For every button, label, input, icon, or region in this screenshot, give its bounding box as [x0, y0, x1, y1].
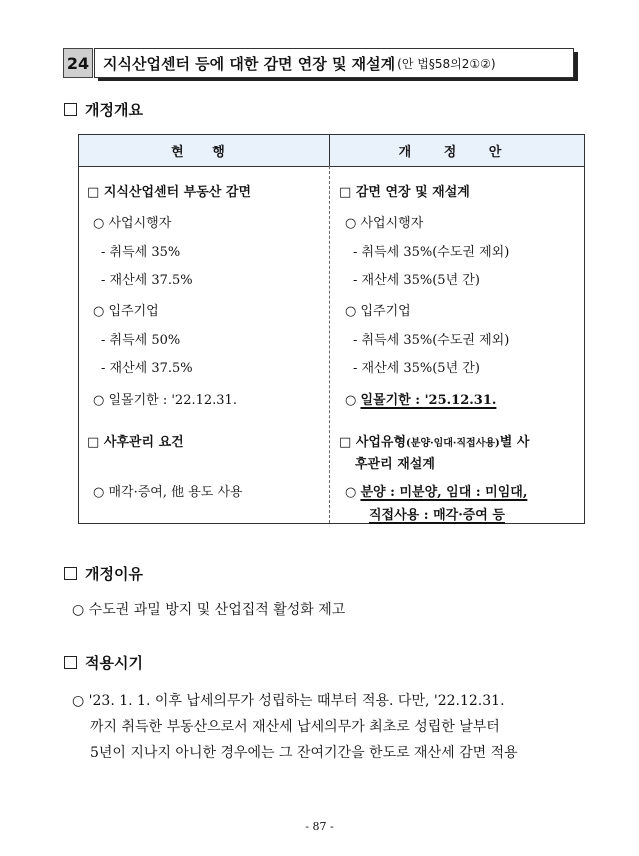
current-sunset-text: 일몰기한 : '22.12.31. [108, 393, 237, 408]
current-group1-title: 지식산업센터 부동산 감면 [103, 185, 252, 200]
revised-item1-a: - 취득세 35%(수도권 제외) [353, 245, 510, 260]
circle-bullet-icon: ○ [345, 304, 361, 319]
section-reason [64, 563, 143, 584]
title-shadow [574, 52, 578, 79]
revised-item2-b: - 재산세 35%(5년 간) [353, 361, 480, 376]
checkbox-square-icon [64, 103, 77, 116]
current-item1-a: - 취득세 35% [101, 245, 181, 260]
checkbox-square-icon [64, 567, 77, 580]
revised-group2-item-line2-text: 직접사용 : 매각·증여 등 [369, 508, 505, 523]
page-title [94, 48, 574, 78]
current-item1-label: 사업시행자 [108, 216, 172, 231]
section-overview-label: 개정개요 [85, 101, 143, 119]
current-group2-title: 사후관리 요건 [103, 435, 184, 450]
revised-group2-item-line1: 분양 : 미분양, 임대 : 미임대, [360, 485, 528, 500]
current-group2 [87, 431, 184, 450]
current-group1 [87, 181, 251, 200]
revised-group2-title-small: (분양·임대·직접사용) [406, 438, 500, 449]
column-header-current: 현 행 [79, 135, 330, 166]
circle-bullet-icon: ○ [345, 485, 361, 500]
effective-line3: 5년이 지나지 아니한 경우에는 그 잔여기간을 한도로 재산세 감면 적용 [90, 745, 518, 761]
effective-line1 [72, 690, 505, 710]
title-text: 지식산업센터 등에 대한 감면 연장 및 재설계 [103, 54, 396, 73]
revised-group2-title-a: 사업유형 [355, 435, 407, 450]
revised-group2 [339, 431, 529, 450]
item-number: 24 [63, 48, 93, 78]
comparison-table [78, 134, 585, 524]
current-group2-item [93, 481, 243, 500]
column-divider [329, 166, 330, 523]
column-header-revised: 개 정 안 [330, 135, 584, 166]
revised-item2-label: 입주기업 [360, 304, 411, 319]
circle-bullet-icon: ○ [93, 304, 109, 319]
revised-group1-title: 감면 연장 및 재설계 [355, 185, 470, 200]
current-item2-b: - 재산세 37.5% [101, 361, 193, 376]
circle-bullet-icon: ○ [72, 693, 89, 709]
revised-item2-a: - 취득세 35%(수도권 제외) [353, 333, 510, 348]
effective-line2: 까지 취득한 부동산으로서 재산세 납세의무가 최초로 성립한 날부터 [90, 719, 500, 735]
circle-bullet-icon: ○ [345, 393, 361, 408]
revised-group2-title-c: 후관리 재설계 [355, 457, 435, 472]
revised-sunset [345, 389, 496, 408]
revised-item1-b: - 재산세 35%(5년 간) [353, 273, 480, 288]
revised-group2-item-line2 [369, 504, 505, 523]
square-bullet-icon: □ [87, 185, 104, 200]
title-shadow-bottom [98, 78, 578, 81]
section-effective [64, 652, 143, 673]
circle-bullet-icon: ○ [345, 216, 361, 231]
revised-item1-label: 사업시행자 [360, 216, 424, 231]
section-overview [64, 99, 143, 120]
square-bullet-icon: □ [339, 435, 356, 450]
effective-line1-text: '23. 1. 1. 이후 납세의무가 성립하는 때부터 적용. 다만, '22.12.31. [88, 693, 505, 709]
section-reason-label: 개정이유 [85, 565, 143, 583]
revised-group1 [339, 181, 470, 200]
square-bullet-icon: □ [87, 435, 104, 450]
page-number: - 87 - [305, 820, 334, 833]
current-item2-a: - 취득세 50% [101, 333, 181, 348]
checkbox-square-icon [64, 656, 77, 669]
square-bullet-icon: □ [339, 185, 356, 200]
reason-text [72, 599, 345, 619]
revised-group2-item [345, 481, 527, 500]
revised-sunset-text: 일몰기한 : '25.12.31. [360, 393, 497, 408]
circle-bullet-icon: ○ [72, 602, 89, 618]
revised-group2-title-b: 별 사 [499, 435, 530, 450]
circle-bullet-icon: ○ [93, 485, 109, 500]
current-item2-label: 입주기업 [108, 304, 159, 319]
current-sunset [93, 389, 237, 408]
circle-bullet-icon: ○ [93, 393, 109, 408]
title-reference: (안 법§58의2①②) [397, 56, 496, 71]
reason-text-content: 수도권 과밀 방지 및 산업집적 활성화 제고 [88, 602, 346, 618]
section-effective-label: 적용시기 [85, 654, 143, 672]
revised-item2 [345, 300, 411, 319]
current-item1-b: - 재산세 37.5% [101, 273, 193, 288]
current-group2-item-text: 매각·증여, 他 용도 사용 [108, 485, 243, 500]
header-divider [79, 166, 584, 167]
revised-item1 [345, 212, 423, 231]
current-item1 [93, 212, 171, 231]
circle-bullet-icon: ○ [93, 216, 109, 231]
current-item2 [93, 300, 159, 319]
